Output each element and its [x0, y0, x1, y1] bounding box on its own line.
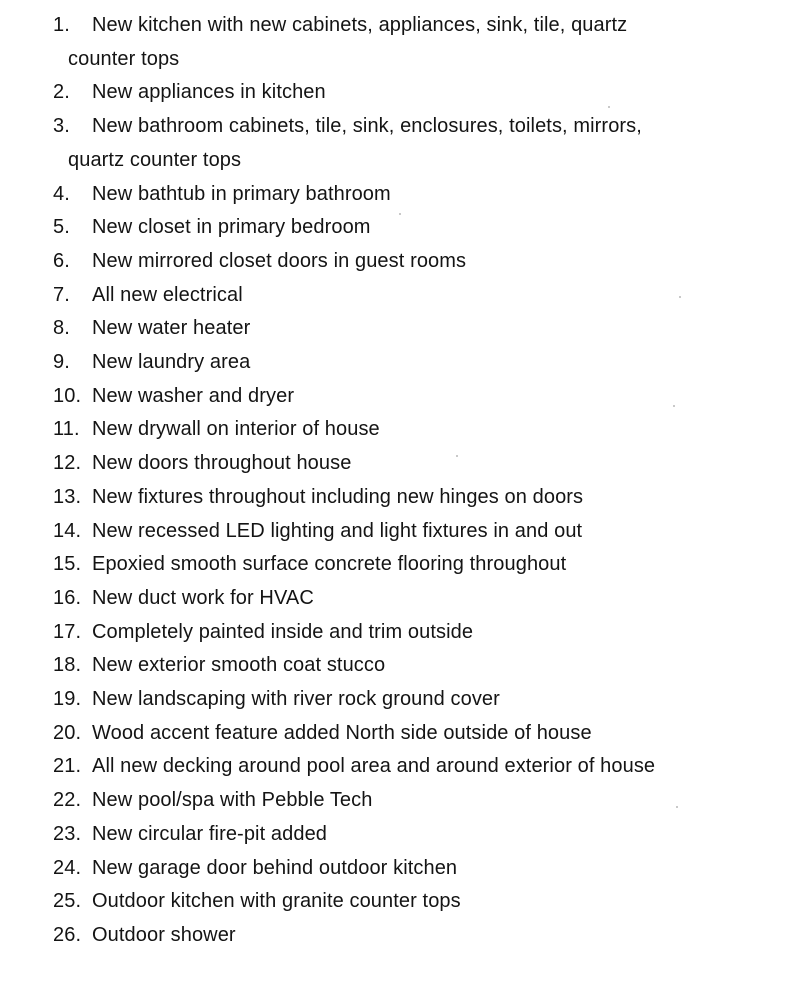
item-text-continuation: quartz counter tops [68, 148, 242, 171]
list-item [0, 380, 791, 414]
item-number: 6. [53, 249, 70, 272]
list-item [0, 683, 791, 717]
item-number: 23. [53, 822, 82, 845]
list-item [0, 76, 791, 110]
item-text: New mirrored closet doors in guest rooms [92, 249, 467, 272]
item-text: New appliances in kitchen [92, 81, 326, 104]
list-item [0, 818, 791, 852]
item-number: 2. [53, 81, 70, 104]
item-number: 14. [53, 519, 82, 542]
scan-speck [676, 806, 678, 808]
item-text: New kitchen with new cabinets, appliances, sink, tile, quartz [92, 14, 628, 36]
item-text: Outdoor kitchen with granite counter tops [92, 890, 461, 913]
list-item [0, 447, 791, 481]
list-item [0, 211, 791, 245]
item-number: 12. [53, 452, 82, 475]
item-text: New drywall on interior of house [92, 418, 380, 441]
item-number: 17. [53, 620, 82, 643]
item-number: 18. [53, 654, 82, 677]
item-number: 5. [53, 216, 70, 239]
list-item [0, 852, 791, 886]
item-text: Completely painted inside and trim outside [92, 620, 474, 643]
item-number: 24. [53, 856, 82, 879]
item-number: 21. [53, 755, 82, 778]
scan-speck [679, 296, 681, 298]
item-text: New fixtures throughout including new hinges on doors [92, 485, 584, 508]
renovation-list [0, 9, 791, 953]
list-item [0, 413, 791, 447]
item-number: 16. [53, 586, 82, 609]
list-item [0, 481, 791, 515]
scan-speck [456, 455, 458, 457]
item-text: New doors throughout house [92, 452, 352, 475]
item-number: 22. [53, 789, 82, 812]
list-item [0, 178, 791, 212]
list-item [0, 750, 791, 784]
item-number: 10. [53, 384, 82, 407]
item-text: New duct work for HVAC [92, 586, 314, 609]
item-number: 13. [53, 485, 82, 508]
list-item [0, 110, 791, 177]
item-text: New laundry area [92, 351, 251, 374]
list-item [0, 649, 791, 683]
item-text-continuation: counter tops [68, 47, 180, 70]
list-item [0, 245, 791, 279]
item-text: New washer and dryer [92, 384, 295, 407]
list-item [0, 312, 791, 346]
item-text: Epoxied smooth surface concrete flooring throughout [92, 553, 567, 576]
item-text: All new decking around pool area and around exterior of house [92, 755, 656, 778]
item-number: 8. [53, 317, 70, 340]
item-text: New pool/spa with Pebble Tech [92, 789, 373, 812]
list-item [0, 548, 791, 582]
scan-speck [608, 106, 610, 108]
scan-speck [399, 213, 401, 215]
item-number: 4. [53, 182, 70, 205]
item-text: New water heater [92, 317, 251, 340]
item-text: New landscaping with river rock ground cover [92, 688, 500, 711]
item-text: Outdoor shower [92, 923, 236, 946]
item-text: New garage door behind outdoor kitchen [92, 856, 458, 879]
list-item [0, 616, 791, 650]
item-text: New exterior smooth coat stucco [92, 654, 386, 677]
scan-speck [673, 405, 675, 407]
list-item [0, 885, 791, 919]
list-item [0, 919, 791, 953]
list-item [0, 515, 791, 549]
item-text: New closet in primary bedroom [92, 216, 371, 239]
item-number: 15. [53, 553, 82, 576]
list-item [0, 346, 791, 380]
item-text: All new electrical [92, 283, 243, 306]
list-item [0, 784, 791, 818]
list-item [0, 9, 791, 76]
item-text: New circular fire-pit added [92, 822, 328, 845]
list-item [0, 582, 791, 616]
list-item [0, 279, 791, 313]
item-text: New bathtub in primary bathroom [92, 182, 391, 205]
item-number: 7. [53, 283, 70, 306]
item-number: 9. [53, 351, 70, 374]
item-number: 25. [53, 890, 82, 913]
item-text: New bathroom cabinets, tile, sink, enclosures, toilets, mirrors, [92, 115, 642, 138]
item-number: 11. [53, 418, 80, 441]
item-number: 20. [53, 721, 82, 744]
item-number: 26. [53, 923, 82, 946]
item-number: 1. [53, 14, 70, 36]
item-number: 19. [53, 688, 82, 711]
item-number: 3. [53, 115, 70, 138]
item-text: Wood accent feature added North side outside of house [92, 721, 592, 744]
list-item [0, 717, 791, 751]
item-text: New recessed LED lighting and light fixtures in and out [92, 519, 583, 542]
